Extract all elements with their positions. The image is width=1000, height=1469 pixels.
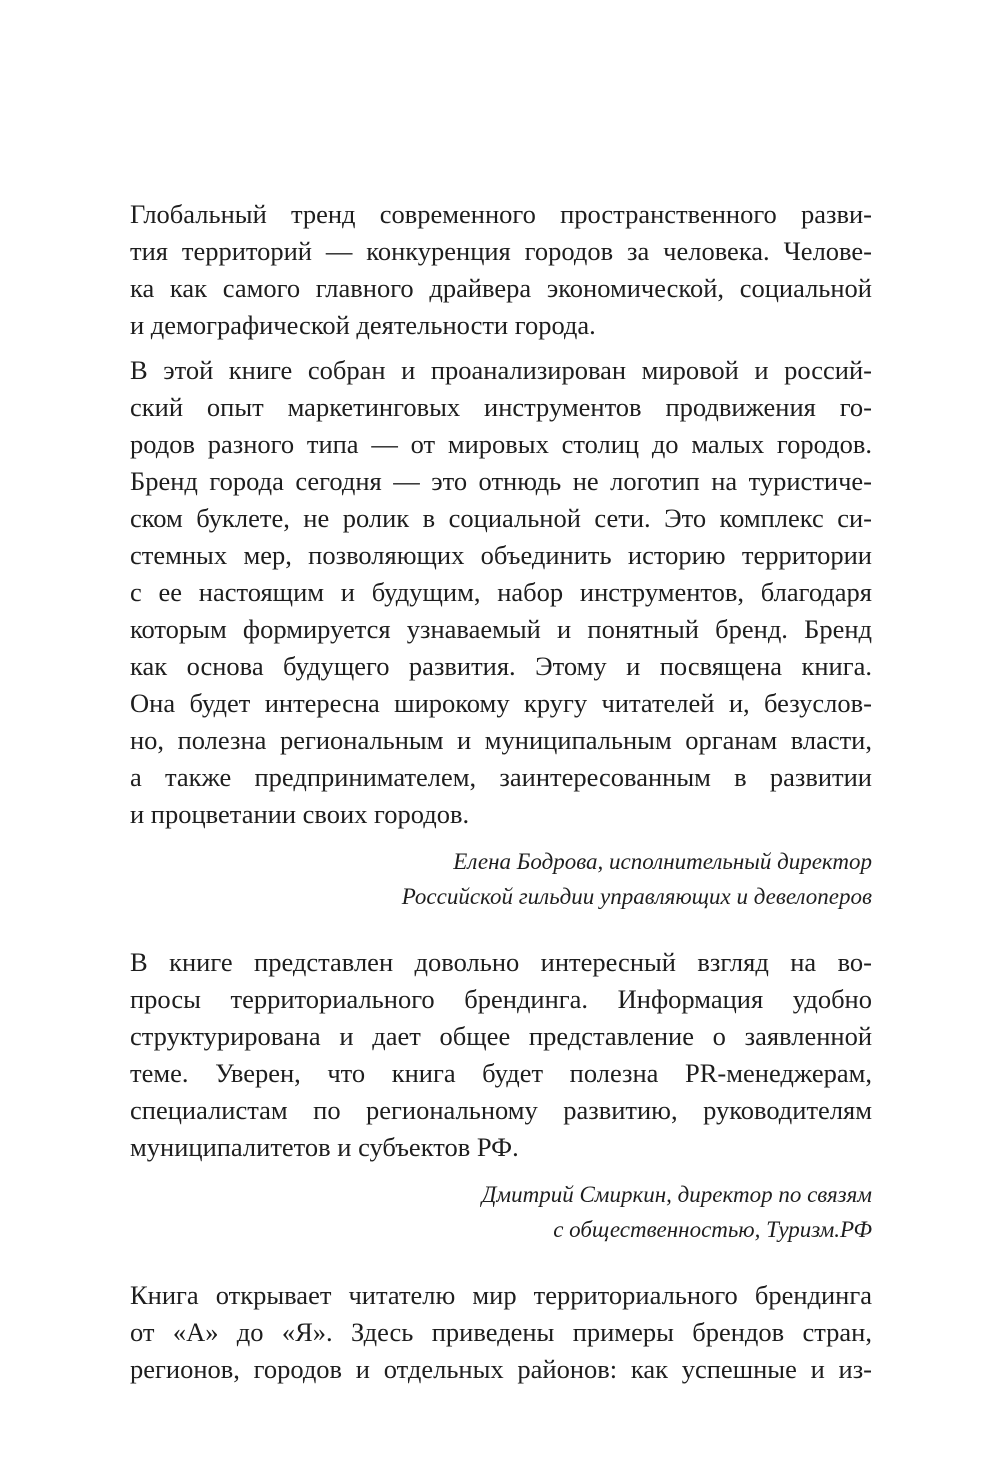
text-line: родов разного типа — от мировых столиц до малых городов. — [130, 429, 872, 459]
text-line: от «А» до «Я». Здесь приведены примеры брендов стран, — [130, 1317, 872, 1347]
text-line: которым формируется узнаваемый и понятный бренд. Бренд — [130, 614, 872, 644]
signature-line: Дмитрий Смиркин, директор по связям — [481, 1182, 872, 1207]
text-line: В этой книге собран и проанализирован мировой и россий- — [130, 355, 872, 385]
text-line: стемных мер, позволяющих объединить историю территории — [130, 540, 872, 570]
review-1-paragraph-1 — [130, 196, 872, 344]
book-page — [130, 196, 872, 1388]
text-line: структурирована и дает общее представление о заявленной — [130, 1021, 872, 1051]
text-line: Бренд города сегодня — это отнюдь не логотип на туристиче- — [130, 466, 872, 496]
text-line: специалистам по региональному развитию, руководителям — [130, 1095, 872, 1125]
text-line: муниципалитетов и субъектов РФ. — [130, 1132, 519, 1162]
text-line: но, полезна региональным и муниципальным органам власти, — [130, 725, 872, 755]
text-line: Она будет интересна широкому кругу читателей и, безуслов- — [130, 688, 872, 718]
text-line: Глобальный тренд современного пространственного разви- — [130, 199, 872, 229]
review-3-paragraph-1 — [130, 1277, 872, 1388]
text-line: тия территорий — конкуренция городов за человека. Челове- — [130, 236, 872, 266]
review-2-paragraph-1 — [130, 944, 872, 1166]
signature-line: Елена Бодрова, исполнительный директор — [453, 849, 872, 874]
text-line: теме. Уверен, что книга будет полезна PR-менеджерам, — [130, 1058, 872, 1088]
review-3 — [130, 1277, 872, 1388]
text-line: В книге представлен довольно интересный взгляд на во- — [130, 947, 872, 977]
text-line: ка как самого главного драйвера экономической, социальной — [130, 273, 872, 303]
review-2-signature — [130, 1177, 872, 1247]
review-1-paragraph-2 — [130, 352, 872, 833]
text-line: ском буклете, не ролик в социальной сети. Это комплекс си- — [130, 503, 872, 533]
review-2 — [130, 944, 872, 1247]
text-line: с ее настоящим и будущим, набор инструментов, благодаря — [130, 577, 872, 607]
text-line: и демографической деятельности города. — [130, 310, 596, 340]
text-line: как основа будущего развития. Этому и посвящена книга. — [130, 651, 872, 681]
text-line: и процветании своих городов. — [130, 799, 470, 829]
text-line: регионов, городов и отдельных районов: как успешные и из- — [130, 1354, 872, 1384]
review-1 — [130, 196, 872, 914]
text-line: просы территориального брендинга. Информация удобно — [130, 984, 872, 1014]
review-1-signature — [130, 844, 872, 914]
text-line: ский опыт маркетинговых инструментов продвижения го- — [130, 392, 872, 422]
signature-line: Российской гильдии управляющих и девелоперов — [401, 884, 872, 909]
signature-line: с общественностью, Туризм.РФ — [553, 1217, 872, 1242]
text-line: Книга открывает читателю мир территориального брендинга — [130, 1280, 872, 1310]
text-line: а также предпринимателем, заинтересованным в развитии — [130, 762, 872, 792]
